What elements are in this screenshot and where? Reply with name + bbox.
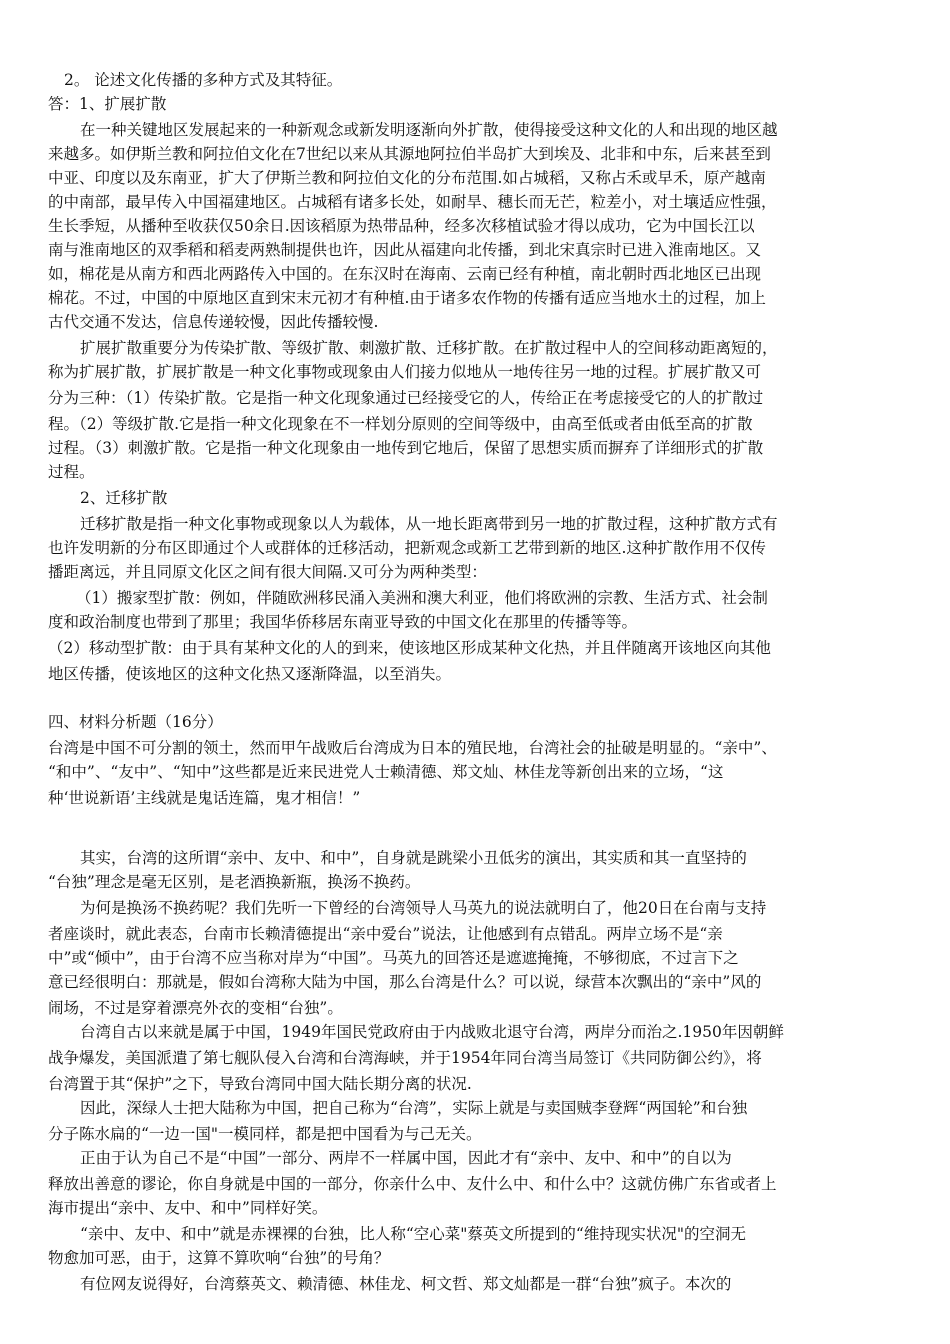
- text-line: 古代交通不发达，信息传递较慢，因此传播较慢.: [48, 313, 379, 331]
- text-line: 2、迁移扩散: [80, 489, 168, 507]
- text-line: “亲中、友中、和中”就是赤裸裸的台独，比人称“空心菜"蔡英文所提到的“维持现实状况"的空洞无: [80, 1225, 746, 1243]
- text-line: 称为扩展扩散，扩展扩散是一种文化事物或现象由人们接力似地从一地传往另一地的过程。扩展扩散又可: [48, 363, 762, 381]
- text-line: 过程。: [48, 463, 95, 481]
- text-line: 播距离远，并且同原文化区之间有很大间隔.又可分为两种类型：: [48, 563, 487, 581]
- text-line: 台湾置于其“保护”之下，导致台湾同中国大陆长期分离的状况.: [48, 1075, 472, 1093]
- text-line: 南与淮南地区的双季稻和稻麦两熟制提供也许，因此从福建向北传播，到北宋真宗时已进入淮南地区。又: [48, 241, 762, 259]
- text-line: 如，棉花是从南方和西北两路传入中国的。在东汉时在海南、云南已经有种植，南北朝时西北地区已出现: [48, 265, 762, 283]
- text-line: 棉花。不过，中国的中原地区直到宋末元初才有种植.由于诸多农作物的传播有适应当地水土的过程，加上: [48, 289, 766, 307]
- text-line: 分子陈水扁的“一边一国"一模同样，都是把中国看为与己无关。: [48, 1125, 482, 1143]
- text-line: 过程。（3）刺激扩散。它是指一种文化现象由一地传到它地后，保留了思想实质而摒弃了详细形式的扩散: [48, 439, 764, 457]
- text-line: 物愈加可恶，由于，这算不算吹响“台独”的号角？: [48, 1249, 390, 1267]
- text-line: 中亚、印度以及东南亚，扩大了伊斯兰教和阿拉伯文化的分布范围.如占城稻，又称占禾或早禾，原产越南: [48, 169, 766, 187]
- text-line: 分为三种：（1）传染扩散。它是指一种文化现象通过已经接受它的人，传给正在考虑接受它的人的扩散过: [48, 389, 764, 407]
- text-line: 种‘世说新语’主线就是鬼话连篇，鬼才相信！”: [48, 789, 361, 807]
- text-line: 程。（2）等级扩散.它是指一种文化现象在不一样划分原则的空间等级中，由高至低或者由低至高的扩散: [48, 415, 753, 433]
- text-line: 来越多。如伊斯兰教和阿拉伯文化在7世纪以来从其源地阿拉伯半岛扩大到埃及、北非和中东，后来甚至到: [48, 145, 771, 163]
- text-line: 战争爆发，美国派遣了第七舰队侵入台湾和台湾海峡，并于1954年同台湾当局签订《共同防御公约》，将: [48, 1049, 762, 1067]
- text-line: 有位网友说得好，台湾蔡英文、赖清德、林佳龙、柯文哲、郑文灿都是一群“台独”疯子。本次的: [80, 1275, 732, 1293]
- text-line: 正由于认为自己不是“中国”一部分、两岸不一样属中国，因此才有“亲中、友中、和中”的自以为: [80, 1149, 732, 1167]
- text-line: 闹场，不过是穿着漂亮外衣的变相“台独”。: [48, 999, 343, 1017]
- text-line: 地区传播，使该地区的这种文化热又逐渐降温，以至消失。: [48, 665, 452, 683]
- text-line: 意已经很明白：那就是，假如台湾称大陆为中国，那么台湾是什么？可以说，绿营本次飘出的“亲中”风的: [48, 973, 762, 991]
- text-line: 者座谈时，就此表态，台南市长赖清德提出“亲中爱台”说法，让他感到有点错乱。两岸立场不是“亲: [48, 925, 723, 943]
- text-line: （2）移动型扩散：由于具有某种文化的人的到来，使该地区形成某种文化热，并且伴随离开该地区向其他: [48, 639, 771, 657]
- text-line: 中”或“倾中”，由于台湾不应当称对岸为“中国”。马英九的回答还是遮遮掩掩，不够彻底，不过言下之: [48, 949, 739, 967]
- text-line: 迁移扩散是指一种文化事物或现象以人为载体，从一地长距离带到另一地的扩散过程，这种扩散方式有: [80, 515, 778, 533]
- text-line: 答：1、扩展扩散: [48, 95, 167, 113]
- text-line: 2。 论述文化传播的多种方式及其特征。: [64, 71, 343, 89]
- text-line: 的中南部，最早传入中国福建地区。占城稻有诸多长处，如耐旱、穗长而无芒，粒差小，对土壤适应性强，: [48, 193, 777, 211]
- text-line: “和中”、“友中”、“知中”这些都是近来民进党人士赖清德、郑文灿、林佳龙等新创出来的立场，“这: [48, 763, 724, 781]
- text-line: 释放出善意的谬论，你自身就是中国的一部分，你亲什么中、友什么中、和什么中？这就仿佛广东省或者上: [48, 1175, 777, 1193]
- text-line: 海市提出“亲中、友中、和中”同样好笑。: [48, 1199, 328, 1217]
- text-line: 其实，台湾的这所谓“亲中、友中、和中”，自身就是跳梁小丑低劣的演出，其实质和其一直坚持的: [80, 849, 747, 867]
- text-line: 生长季短，从播种至收获仅50余日.因该稻原为热带品种，经多次移植试验才得以成功，它为中国长江以: [48, 217, 755, 235]
- text-line: 扩展扩散重要分为传染扩散、等级扩散、刺激扩散、迁移扩散。在扩散过程中人的空间移动距离短的，: [80, 339, 778, 357]
- text-line: 台湾自古以来就是属于中国，1949年国民党政府由于内战败北退守台湾，两岸分而治之.1950年因朝鲜: [80, 1023, 784, 1041]
- text-line: “台独”理念是毫无区别，是老酒换新瓶，换汤不换药。: [48, 873, 421, 891]
- text-line: （1）搬家型扩散：例如，伴随欧洲移民涌入美洲和澳大利亚，他们将欧洲的宗教、生活方式、社会制: [76, 589, 768, 607]
- text-line: 度和政治制度也带到了那里；我国华侨移居东南亚导致的中国文化在那里的传播等等。: [48, 613, 638, 631]
- text-line: 四、材料分析题（16分）: [48, 713, 223, 731]
- text-line: 台湾是中国不可分割的领土，然而甲午战败后台湾成为日本的殖民地，台湾社会的扯破是明显的。“亲中”、: [48, 739, 777, 757]
- text-line: 也许发明新的分布区即通过个人或群体的迁移活动，把新观念或新工艺带到新的地区.这种扩散作用不仅传: [48, 539, 766, 557]
- text-line: 在一种关键地区发展起来的一种新观念或新发明逐渐向外扩散，使得接受这种文化的人和出现的地区越: [80, 121, 778, 139]
- text-line: 为何是换汤不换药呢？我们先听一下曾经的台湾领导人马英九的说法就明白了，他20日在台南与支持: [80, 899, 767, 917]
- text-line: 因此，深绿人士把大陆称为中国，把自己称为“台湾”，实际上就是与卖国贼李登辉“两国轮”和台独: [80, 1099, 748, 1117]
